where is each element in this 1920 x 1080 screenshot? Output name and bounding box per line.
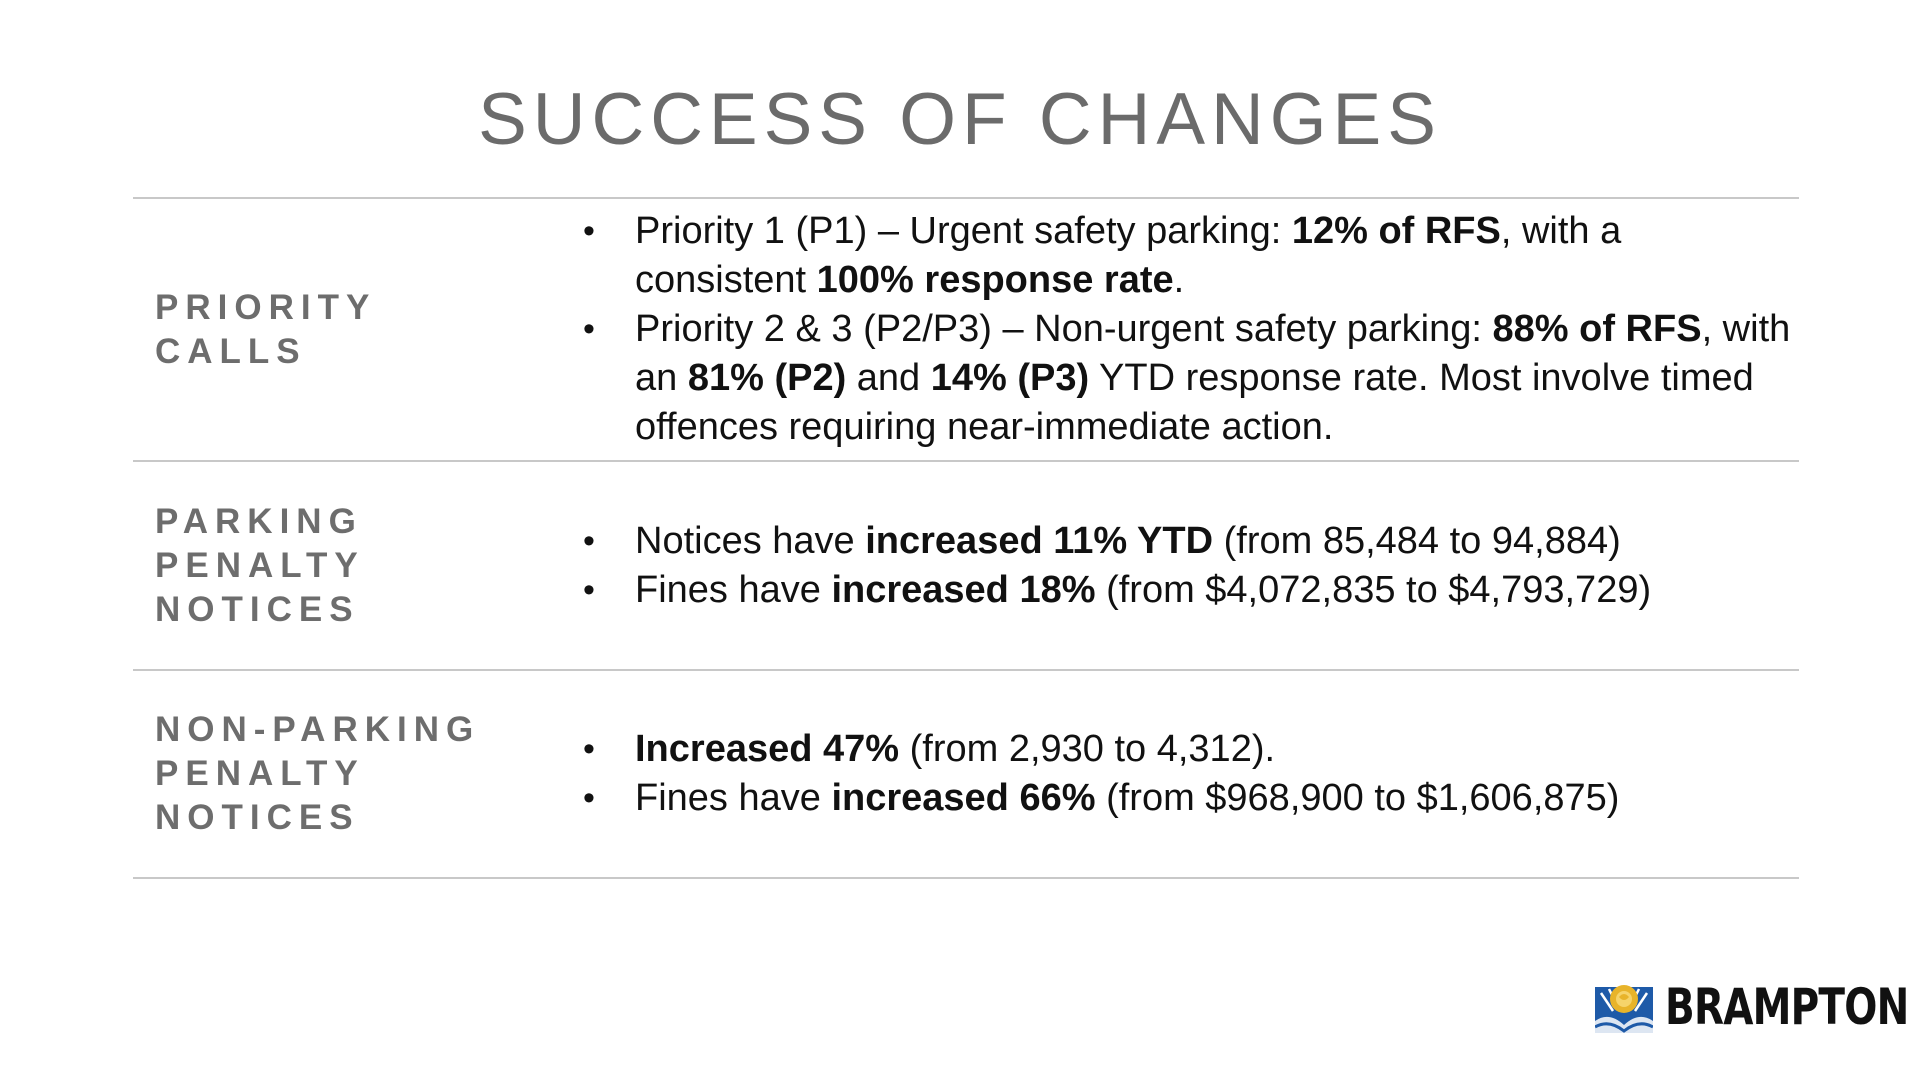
row-body [583,207,1799,452]
bullet-emphasis: 100% response rate [816,259,1174,301]
bullet-emphasis: 12% of RFS [1291,210,1501,252]
row-priority-calls [133,199,1799,462]
bullet-item [583,566,1799,615]
brand-name: BRAMPTON [1665,978,1909,1036]
bullet-text: (from $4,072,835 to $4,793,729) [1095,568,1652,611]
bullet-list [583,207,1799,452]
content-table [133,197,1799,879]
row-body [583,517,1799,615]
brampton-logo [1595,978,1920,1036]
bullet-text: (from 2,930 to 4,312). [899,728,1276,770]
bullet-emphasis: 81% (P2) [687,357,847,399]
row-label-line: PENALTY [155,545,365,585]
row-label-line: PARKING [155,501,363,541]
row-label-line: CALLS [155,331,307,371]
bullet-text: , with an [635,308,1791,399]
bullet-item [583,517,1799,566]
bullet-item [583,774,1799,823]
row-label-line: NOTICES [155,589,360,629]
bullet-text: . [1173,259,1185,301]
row-body [583,725,1799,823]
bullet-emphasis: increased 11% YTD [865,519,1214,562]
bullet-emphasis: 14% (P3) [930,357,1090,399]
bullet-list [583,517,1799,615]
row-label-line: PENALTY [155,754,365,793]
bullet-emphasis: increased 18% [831,568,1096,611]
bullet-text: , with a consistent [635,210,1622,301]
row-label [133,286,583,374]
row-label [133,500,583,632]
row-label-line: NOTICES [155,798,360,837]
bullet-text: Fines have [635,777,832,819]
bullet-emphasis: 88% of RFS [1492,308,1702,350]
bullet-item [583,207,1799,305]
row-label [133,708,583,840]
bullet-emphasis: increased 66% [831,777,1096,819]
bullet-text: YTD response rate. Most involve timed offences requiring near-immediate action. [635,357,1754,448]
brampton-flower-icon [1595,981,1653,1033]
bullet-text: Fines have [635,568,832,611]
bullet-text: Notices have [635,519,866,562]
bullet-emphasis: Increased 47% [635,728,900,770]
bullet-list [583,725,1799,823]
bullet-text: (from 85,484 to 94,884) [1213,519,1621,562]
bullet-text: Priority 1 (P1) – Urgent safety parking: [635,210,1292,252]
bullet-text: (from $968,900 to $1,606,875) [1095,777,1620,819]
bullet-item [583,725,1799,774]
row-non-parking-penalty-notices [133,671,1799,879]
bullet-text: and [846,357,931,399]
row-label-line: PRIORITY [155,287,377,327]
bullet-item [583,305,1799,452]
slide-title: SUCCESS OF CHANGES [478,79,1442,160]
row-label-line: NON-PARKING [155,710,481,749]
row-parking-penalty-notices [133,462,1799,671]
bullet-text: Priority 2 & 3 (P2/P3) – Non-urgent safety parking: [635,308,1493,350]
